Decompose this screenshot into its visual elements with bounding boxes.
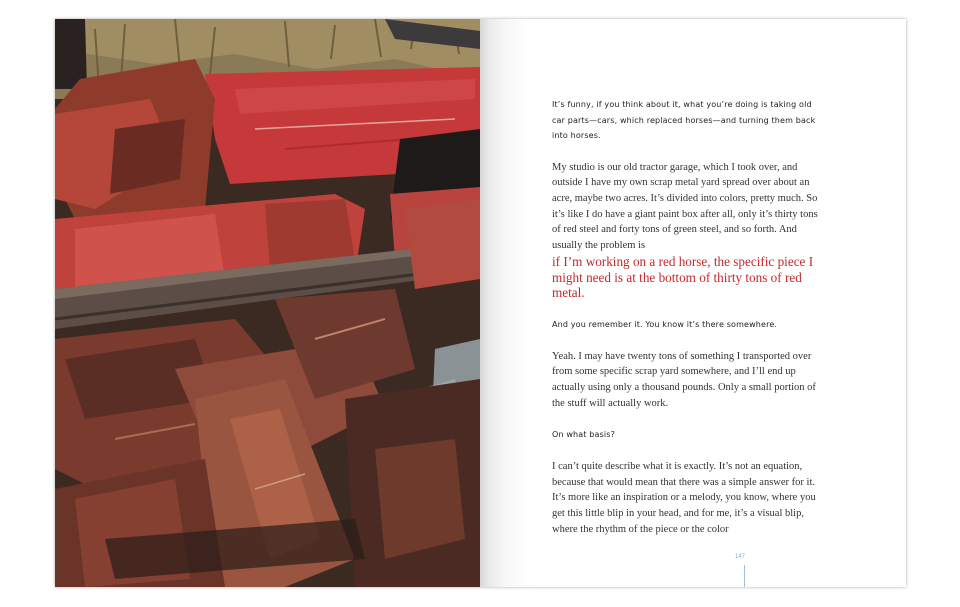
scrap-metal-photo <box>55 19 480 587</box>
scrap-metal-illustration <box>55 19 480 587</box>
interview-column <box>552 97 824 553</box>
interview-question: And you remember it. You know it’s there somewhere. <box>552 320 778 330</box>
interview-question: It’s funny, if you think about it, what you’re doing is taking old car parts—cars, which replaced horses—and turning them back into horses. <box>552 100 816 140</box>
interview-answer <box>552 160 824 302</box>
page-number: 147 <box>735 554 746 560</box>
interview-answer: Yeah. I may have twenty tons of something I transported over from some specific scrap yard somewhere, and I’ll end up actually using only a thousand pounds. Only a small portion of the stuff will actually work. <box>552 350 816 409</box>
page-number-rule <box>744 565 745 587</box>
text-page <box>480 19 906 587</box>
interview-answer: I can’t quite describe what it is exactly. It’s not an equation, because that would mean that there was a simple answer for it. It’s more like an inspiration or a melody, you know, where you get this little blip in your head, and for me, it’s a visual blip, where the rhythm of the piece or the color <box>552 460 816 535</box>
book-spread <box>55 19 906 587</box>
pull-quote: if I’m working on a red horse, the specific piece I might need is at the bottom of thirty tons of red metal. <box>552 253 814 301</box>
interview-question: On what basis? <box>552 430 615 440</box>
answer-text: My studio is our old tractor garage, which I took over, and outside I have my own scrap metal yard spread over about an acre, maybe two acres. It’s divided into colors, pretty much. So it’s like I do have a giant paint box after all, only it’s thirty tons of red steel and forty tons of green steel, and so forth. And usually the problem is <box>552 161 818 252</box>
